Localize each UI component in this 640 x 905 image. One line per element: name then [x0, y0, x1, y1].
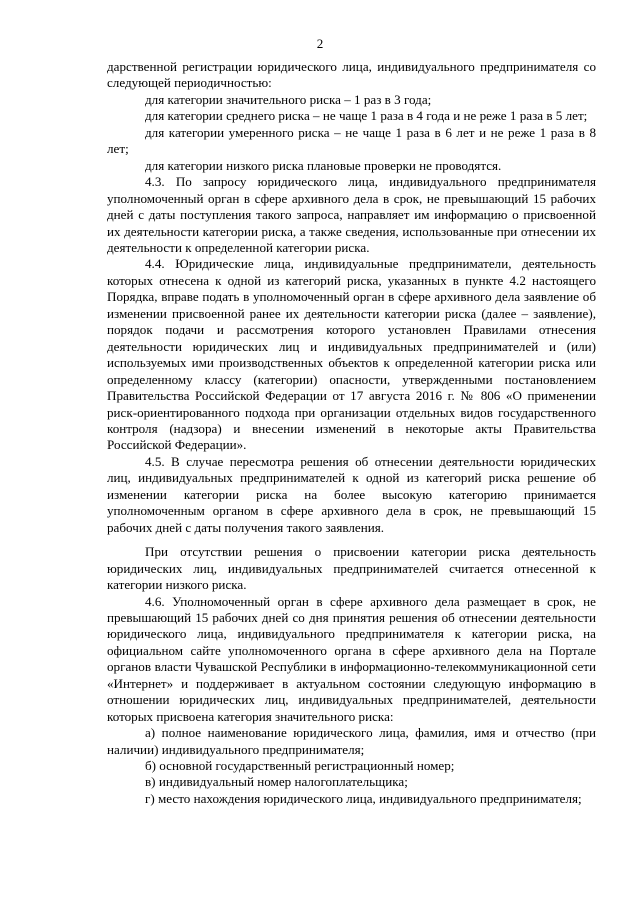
paragraph-4-6: 4.6. Уполномоченный орган в сфере архивного дела размещает в срок, не превышающий 15 рабочих дней со дня принятия решения об отнесении деятельности юридического лица, индивидуального предпринимателя к категории риска, на официальном сайте уполномоченного органа в сфере архивного дела на Портале органов власти Чувашской Республики в информационно-телекоммуникационной сети «Интернет» и поддерживает в актуальном состоянии следующую информацию в отношении юридических лиц, индивидуальных предпринимателей, деятельности которых присвоена категория значительного риска:: [107, 593, 596, 724]
paragraph-risk-medium: для категории среднего риска – не чаще 1 раза в 4 года и не реже 1 раза в 5 лет;: [145, 108, 588, 124]
list-item-g: г) место нахождения юридического лица, индивидуального предпринимателя;: [145, 790, 582, 806]
paragraph-risk-low: для категории низкого риска плановые проверки не проводятся.: [145, 157, 502, 173]
paragraph-risk-moderate: для категории умеренного риска – не чаще 1 раза в 6 лет и не реже 1 раза в 8 лет;: [107, 124, 596, 157]
list-item-v: в) индивидуальный номер налогоплательщика;: [145, 774, 408, 790]
paragraph-risk-significant: для категории значительного риска – 1 раз в 3 года;: [145, 91, 432, 107]
paragraph-4-4: 4.4. Юридические лица, индивидуальные предприниматели, деятельность которых отнесена к одной из категорий риска, указанных в пункте 4.2 настоящего Порядка, вправе подать в уполномоченный орган в сфере архивного дела заявление об изменении присвоенной ранее их деятельности категории риска (далее – заявление), порядок подачи и рассмотрения которого установлен Правилами отнесения деятельности юридических лиц и индивидуальных предпринимателей и (или) используемых ими производственных объектов к определенной категории риска или определенному классу (категории) опасности, утвержденными постановлением Правительства Российской Федерации от 17 августа 2016 г. № 806 «О применении риск-ориентированного подхода при организации отдельных видов государственного контроля (надзора) и внесении изменений в некоторые акты Правительства Российской Федерации».: [107, 256, 596, 453]
document-body: [107, 59, 596, 807]
list-item-a: а) полное наименование юридического лица, фамилия, имя и отчество (при наличии) индивидуального предпринимателя;: [107, 725, 596, 757]
paragraph-4-3: 4.3. По запросу юридического лица, индивидуального предпринимателя уполномоченный орган в сфере архивного дела в срок, не превышающий 15 рабочих дней с даты поступления такого запроса, направляет им информацию о присвоенной их деятельности категории риска, а также сведения, использованные при отнесении их деятельности к определенной категории риска.: [107, 174, 596, 255]
paragraph-no-decision: При отсутствии решения о присвоении категории риска деятельность юридических лиц, индивидуальных предпринимателей считается отнесенной к категории низкого риска.: [107, 544, 596, 593]
paragraph-4-5: 4.5. В случае пересмотра решения об отнесении деятельности юридических лиц, индивидуальных предпринимателей к одной из категорий риска решение об изменении категории риска на более высокую категорию принимается уполномоченным органом в сфере архивного дела в срок, не превышающий 15 рабочих дней с даты получения такого заявления.: [107, 453, 596, 535]
page-number: 2: [316, 36, 324, 51]
paragraph-continuation: дарственной регистрации юридического лица, индивидуального предпринимателя со следующей периодичностью:: [107, 59, 596, 91]
list-item-b: б) основной государственный регистрационный номер;: [145, 758, 455, 774]
